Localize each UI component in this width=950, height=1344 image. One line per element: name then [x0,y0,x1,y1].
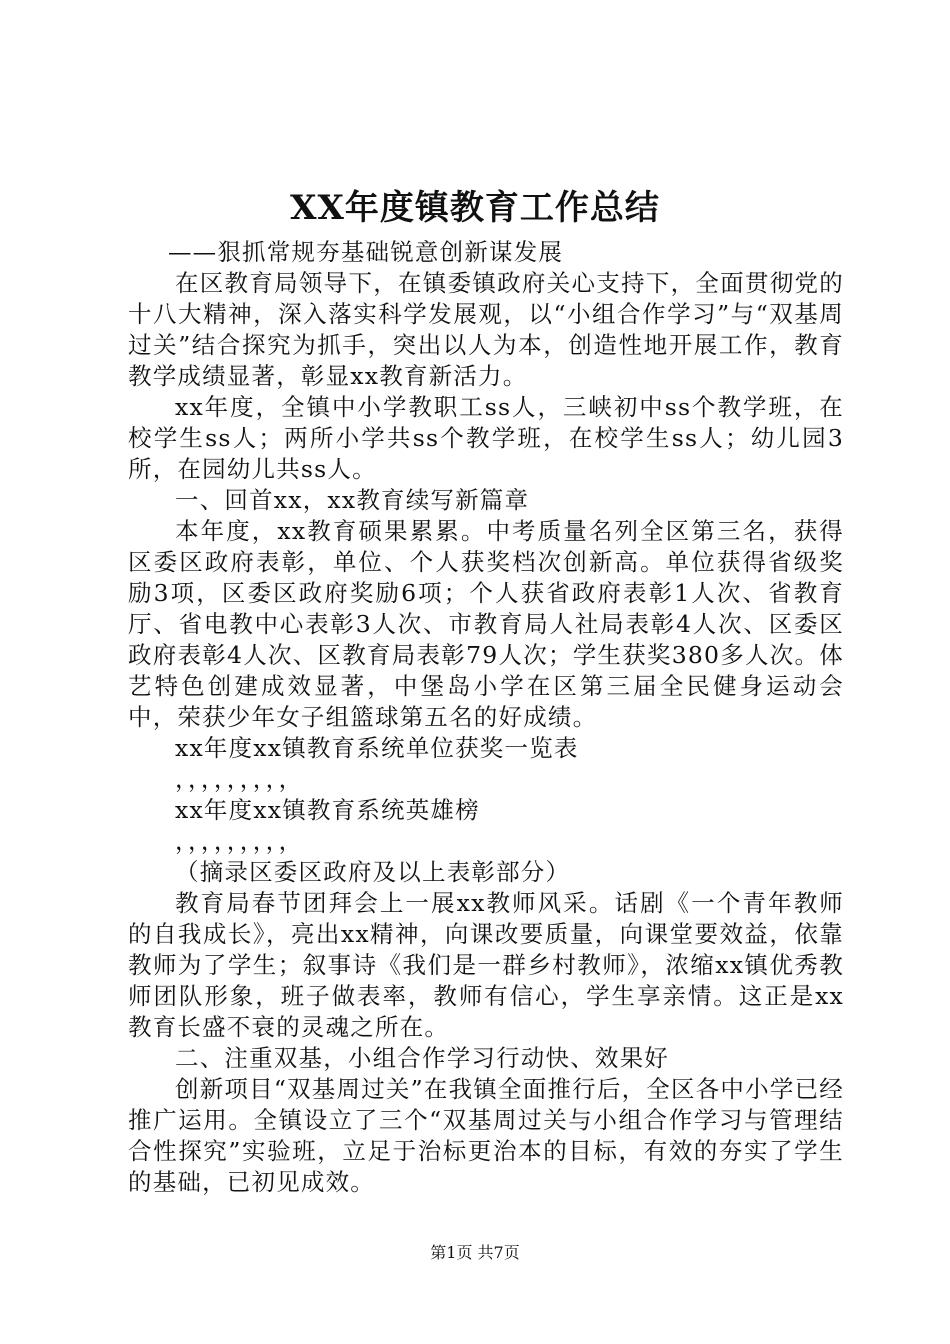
section-heading-1: 一、回首xx，xx教育续写新篇章 [175,486,530,514]
table-caption-heroes: xx年度xx镇教育系统英雄榜 [175,796,480,824]
paragraph-teachers: 教育局春节团拜会上一展xx教师风采。话剧《一个青年教师的自我成长》，亮出xx精神，向课改要质量，向课堂要效益，依靠教师为了学生；叙事诗《我们是一群乡村教师》，浓缩xx镇优秀教师团队形象，班子做表率，教师有信心，学生享亲情。这正是xx教育长盛不衰的灵魂之所在。 [128,889,844,1041]
excerpt-note: （摘录区委区政府及以上表彰部分） [175,858,571,886]
section-heading-2: 二、注重双基，小组合作学习行动快、效果好 [175,1044,669,1072]
document-body [128,237,844,1198]
document-subtitle: ——狠抓常规夯基础锐意创新谋发展 [167,238,564,266]
page-footer: 第1页 共7页 [430,1243,520,1262]
paragraph-innovation: 创新项目“双基周过关”在我镇全面推行后，全区各中小学已经推广运用。全镇设立了三个“双基周过关与小组合作学习与管理结合性探究”实验班，立足于治标更治本的目标，有效的夯实了学生的基础，已初见成效。 [128,1075,844,1196]
table-placeholder-heroes: ，，，，，，，，， [175,827,304,855]
table-placeholder-awards: ，，，，，，，，， [175,765,304,793]
paragraph-achievements: 本年度，xx教育硕果累累。中考质量名列全区第三名，获得区委区政府表彰，单位、个人获奖档次创新高。单位获得省级奖励3项，区委区政府奖励6项；个人获省政府表彰1人次、省教育厅、省电教中心表彰3人次、市教育局人社局表彰4人次、区委区政府表彰4人次、区教育局表彰79人次；学生获奖380多人次。体艺特色创建成效显著，中堡岛小学在区第三届全民健身运动会中，荣获少年女子组篮球第五名的好成绩。 [128,517,844,731]
paragraph-statistics: xx年度，全镇中小学教职工ss人，三峡初中ss个教学班，在校学生ss人；两所小学共ss个教学班，在校学生ss人；幼儿园3所，在园幼儿共ss人。 [128,393,844,483]
document-title: XX年度镇教育工作总结 [290,188,660,228]
table-caption-awards: xx年度xx镇教育系统单位获奖一览表 [175,734,579,762]
paragraph-intro: 在区教育局领导下，在镇委镇政府关心支持下，全面贯彻党的十八大精神，深入落实科学发展观，以“小组合作学习”与“双基周过关”结合探究为抓手，突出以人为本，创造性地开展工作，教育教学成绩显著，彰显xx教育新活力。 [128,269,844,390]
